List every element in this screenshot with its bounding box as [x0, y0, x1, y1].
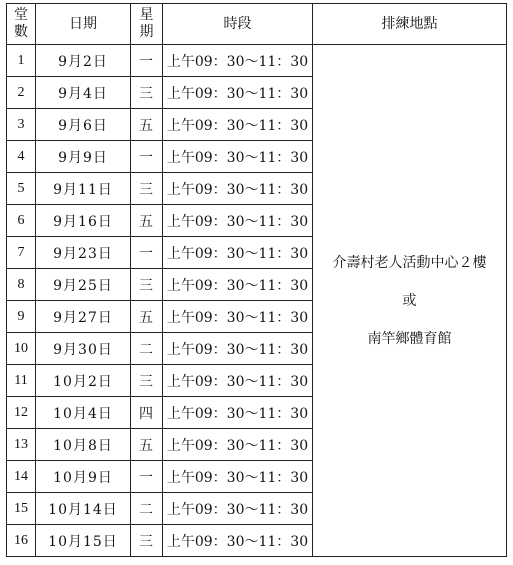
header-time-slot: 時段 — [163, 4, 313, 45]
session-number-cell: 9 — [7, 301, 36, 333]
date-cell: 9月16日 — [36, 205, 131, 237]
date-cell: 9月9日 — [36, 141, 131, 173]
weekday-cell: 五 — [131, 109, 163, 141]
date-cell: 9月30日 — [36, 333, 131, 365]
date-cell: 10月2日 — [36, 365, 131, 397]
weekday-cell: 五 — [131, 429, 163, 461]
session-number-cell: 16 — [7, 525, 36, 557]
time-slot-cell: 上午09：30〜11：30 — [163, 45, 313, 77]
weekday-cell: 二 — [131, 333, 163, 365]
rehearsal-schedule-table — [6, 3, 507, 557]
weekday-cell: 一 — [131, 237, 163, 269]
date-cell: 9月4日 — [36, 77, 131, 109]
header-weekday-line1: 星 — [139, 7, 154, 23]
time-slot-cell: 上午09：30〜11：30 — [163, 237, 313, 269]
schedule-body — [7, 45, 507, 557]
weekday-cell: 三 — [131, 77, 163, 109]
weekday-cell: 二 — [131, 493, 163, 525]
weekday-cell: 一 — [131, 141, 163, 173]
header-session-number — [7, 4, 36, 45]
session-number-cell: 15 — [7, 493, 36, 525]
date-cell: 9月23日 — [36, 237, 131, 269]
time-slot-cell: 上午09：30〜11：30 — [163, 77, 313, 109]
time-slot-cell: 上午09：30〜11：30 — [163, 301, 313, 333]
header-row — [7, 4, 507, 45]
date-cell: 10月15日 — [36, 525, 131, 557]
header-weekday — [131, 4, 163, 45]
time-slot-cell: 上午09：30〜11：30 — [163, 493, 313, 525]
header-session-number-line1: 堂 — [14, 7, 28, 23]
session-number-cell: 6 — [7, 205, 36, 237]
location-line1: 介壽村老人活動中心２樓 — [332, 254, 487, 271]
weekday-cell: 五 — [131, 205, 163, 237]
date-cell: 10月14日 — [36, 493, 131, 525]
date-cell: 9月6日 — [36, 109, 131, 141]
session-number-cell: 14 — [7, 461, 36, 493]
session-number-cell: 5 — [7, 173, 36, 205]
session-number-cell: 2 — [7, 77, 36, 109]
location-line2: 或 — [402, 292, 417, 309]
session-number-cell: 8 — [7, 269, 36, 301]
session-number-cell: 12 — [7, 397, 36, 429]
weekday-cell: 一 — [131, 461, 163, 493]
date-cell: 10月8日 — [36, 429, 131, 461]
weekday-cell: 三 — [131, 173, 163, 205]
date-cell: 10月9日 — [36, 461, 131, 493]
session-number-cell: 3 — [7, 109, 36, 141]
time-slot-cell: 上午09：30〜11：30 — [163, 205, 313, 237]
time-slot-cell: 上午09：30〜11：30 — [163, 333, 313, 365]
time-slot-cell: 上午09：30〜11：30 — [163, 525, 313, 557]
location-line3: 南竿鄉體育館 — [367, 330, 452, 347]
session-number-cell: 1 — [7, 45, 36, 77]
time-slot-cell: 上午09：30〜11：30 — [163, 173, 313, 205]
weekday-cell: 四 — [131, 397, 163, 429]
date-cell: 9月11日 — [36, 173, 131, 205]
weekday-cell: 三 — [131, 269, 163, 301]
weekday-cell: 一 — [131, 45, 163, 77]
session-number-cell: 7 — [7, 237, 36, 269]
time-slot-cell: 上午09：30〜11：30 — [163, 109, 313, 141]
session-number-cell: 11 — [7, 365, 36, 397]
date-cell: 9月2日 — [36, 45, 131, 77]
time-slot-cell: 上午09：30〜11：30 — [163, 141, 313, 173]
time-slot-cell: 上午09：30〜11：30 — [163, 461, 313, 493]
header-weekday-line2: 期 — [139, 24, 154, 40]
table-row — [7, 45, 507, 77]
time-slot-cell: 上午09：30〜11：30 — [163, 365, 313, 397]
header-date: 日期 — [36, 4, 131, 45]
time-slot-cell: 上午09：30〜11：30 — [163, 429, 313, 461]
header-session-number-line2: 數 — [14, 24, 28, 40]
session-number-cell: 10 — [7, 333, 36, 365]
location-cell — [313, 45, 507, 557]
weekday-cell: 三 — [131, 365, 163, 397]
weekday-cell: 五 — [131, 301, 163, 333]
date-cell: 9月27日 — [36, 301, 131, 333]
session-number-cell: 4 — [7, 141, 36, 173]
time-slot-cell: 上午09：30〜11：30 — [163, 269, 313, 301]
header-location: 排練地點 — [313, 4, 507, 45]
date-cell: 9月25日 — [36, 269, 131, 301]
session-number-cell: 13 — [7, 429, 36, 461]
date-cell: 10月4日 — [36, 397, 131, 429]
time-slot-cell: 上午09：30〜11：30 — [163, 397, 313, 429]
weekday-cell: 三 — [131, 525, 163, 557]
